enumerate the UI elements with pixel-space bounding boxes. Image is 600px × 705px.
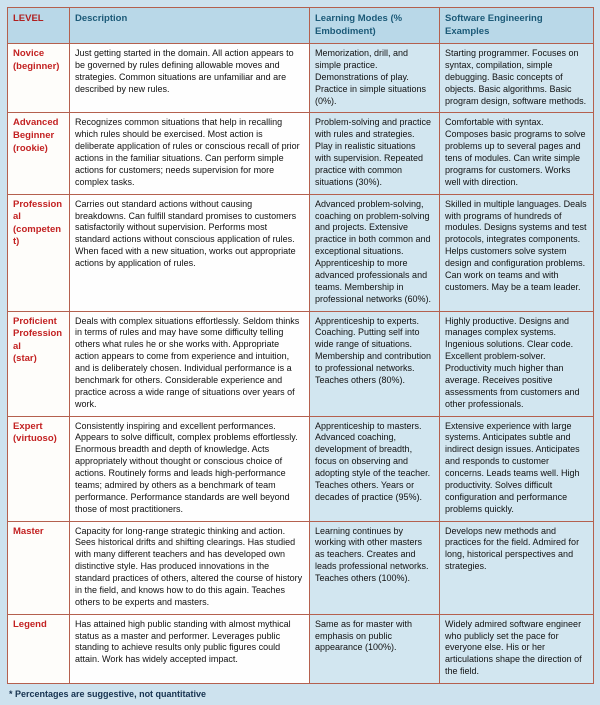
level-name: Professional bbox=[13, 198, 63, 223]
level-subtitle: (rookie) bbox=[13, 142, 48, 154]
examples-cell: Widely admired software engineer who publicly set the pace for everyone else. His or her articulations shape the direction of the field. bbox=[440, 614, 594, 683]
description-cell: Capacity for long-range strategic thinking and action. Sees historical drifts and shifting clearings. Has studied with many different teachers and has developed own distinctive style. Has produced innovations in the standard practices of others, altered the course of history in the field, and knows how to do this again. Teaches others to be experts and masters. bbox=[70, 521, 310, 614]
learning-modes-cell: Advanced problem-solving, coaching on problem-solving and projects. Extensive practice in both common and exceptional situations. Apprenticeship to more advanced professionals and teams. Membership in professional networks (60%). bbox=[310, 194, 440, 311]
description-cell: Consistently inspiring and excellent performances. Appears to solve difficult, complex problems effortlessly. Enormous breadth and depth of knowledge. Acts appropriately without thought or conscious choice of actions. Routinely forms and leads high-performance teams; admired by others as a benchmark of team performance. Performance standards are well beyond those of most practitioners. bbox=[70, 416, 310, 521]
learning-modes-cell: Apprenticeship to masters. Advanced coaching, development of breadth, focus on observing and adopting style of the teacher. Teaches others. Years or decades of practice (95%). bbox=[310, 416, 440, 521]
level-cell bbox=[8, 194, 70, 311]
level-subtitle: (competent) bbox=[13, 223, 62, 248]
percentages-footnote: * Percentages are suggestive, not quantitative bbox=[9, 689, 207, 700]
table-row-professional bbox=[8, 194, 594, 311]
level-cell bbox=[8, 521, 70, 614]
level-cell bbox=[8, 311, 70, 416]
expertise-table bbox=[7, 7, 594, 684]
col-header-learning-modes: Learning Modes (% Embodiment) bbox=[310, 8, 440, 44]
level-subtitle: (virtuoso) bbox=[13, 433, 57, 445]
col-header-description: Description bbox=[70, 8, 310, 44]
learning-modes-cell: Learning continues by working with other masters as teachers. Creates and leads professional networks. Teaches others (100%). bbox=[310, 521, 440, 614]
learning-modes-cell: Problem-solving and practice with rules and strategies. Play in realistic situations with supervision. Repeated practice with common situations (30%). bbox=[310, 113, 440, 194]
level-name: Advanced Beginner bbox=[13, 117, 59, 141]
level-name: Novice bbox=[13, 48, 45, 60]
level-cell bbox=[8, 44, 70, 113]
level-cell bbox=[8, 113, 70, 194]
col-header-level: LEVEL bbox=[8, 8, 70, 44]
description-cell: Carries out standard actions without causing breakdowns. Can fulfill standard promises to customers satisfactorily without supervision. Performs most standard actions without conscious application of rules. When faced with a new situation, works out appropriate actions by application of rules. bbox=[70, 194, 310, 311]
level-name: Master bbox=[13, 525, 44, 537]
table-row-novice bbox=[8, 44, 594, 113]
level-name: Legend bbox=[13, 618, 47, 630]
description-cell: Deals with complex situations effortlessly. Seldom thinks in terms of rules and may have some difficulty telling others what rules he or she works with. Appropriate action appears to come from experience and intuition, and is deliberately chosen. Individual performance is a benchmark for others. Considerable experience and practice across a wide range of situations over years of work. bbox=[70, 311, 310, 416]
level-subtitle: (beginner) bbox=[13, 60, 60, 72]
level-name: Expert bbox=[13, 420, 43, 432]
examples-cell: Comfortable with syntax. Composes basic programs to solve problems up to several pages and tens of modules. Can write simple programs for customers. Works well with direction. bbox=[440, 113, 594, 194]
examples-cell: Starting programmer. Focuses on syntax, compilation, simple debugging. Basic concepts of objects. Basic algorithms. Basic program design, software methods. bbox=[440, 44, 594, 113]
level-cell bbox=[8, 614, 70, 683]
table-row-proficient-professional bbox=[8, 311, 594, 416]
level-cell bbox=[8, 416, 70, 521]
table-row-advanced-beginner bbox=[8, 113, 594, 194]
description-cell: Recognizes common situations that help in recalling which rules should be exercised. Most action is deliberate application of rules or conscious recall of prior actions in the familiar situations. Can perform simple actions for customers; needs supervision for more complex tasks. bbox=[70, 113, 310, 194]
table-row-master bbox=[8, 521, 594, 614]
header-row bbox=[8, 8, 594, 44]
learning-modes-cell: Memorization, drill, and simple practice. Demonstrations of play. Practice in simple situations (0%). bbox=[310, 44, 440, 113]
table-row-legend bbox=[8, 614, 594, 683]
description-cell: Has attained high public standing with almost mythical status as a master and performer. Leverages public standing to achieve results only public figures could attain. Work has widely accepted impact. bbox=[70, 614, 310, 683]
table-row-expert bbox=[8, 416, 594, 521]
examples-cell: Develops new methods and practices for the field. Admired for long, historical perspectives and strategies. bbox=[440, 521, 594, 614]
level-subtitle: (star) bbox=[13, 353, 37, 365]
description-cell: Just getting started in the domain. All action appears to be governed by rules defining allowable moves and strategies. Common situations are unfamiliar and are described by new rules. bbox=[70, 44, 310, 113]
col-header-examples: Software Engineering Examples bbox=[440, 8, 594, 44]
examples-cell: Skilled in multiple languages. Deals with programs of hundreds of modules. Designs systems and test protocols, integrates components. Helps customers solve system design and configuration problems. Can work on teams and with customers. May be a team leader. bbox=[440, 194, 594, 311]
examples-cell: Highly productive. Designs and manages complex systems. Ingenious solutions. Clear code. Excellent problem-solver. Productivity much higher than average. Receives positive assessments from customers and other professionals. bbox=[440, 311, 594, 416]
level-name: Proficient Professional bbox=[13, 315, 63, 352]
learning-modes-cell: Apprenticeship to experts. Coaching. Putting self into wide range of situations. Membership and contribution to professional networks. Teaches others (80%). bbox=[310, 311, 440, 416]
learning-modes-cell: Same as for master with emphasis on public appearance (100%). bbox=[310, 614, 440, 683]
examples-cell: Extensive experience with large systems. Anticipates subtle and indirect design issues. Anticipates and responds to customer concerns. Leads teams well. High productivity. Solves difficult configuration and performance problems quickly. bbox=[440, 416, 594, 521]
